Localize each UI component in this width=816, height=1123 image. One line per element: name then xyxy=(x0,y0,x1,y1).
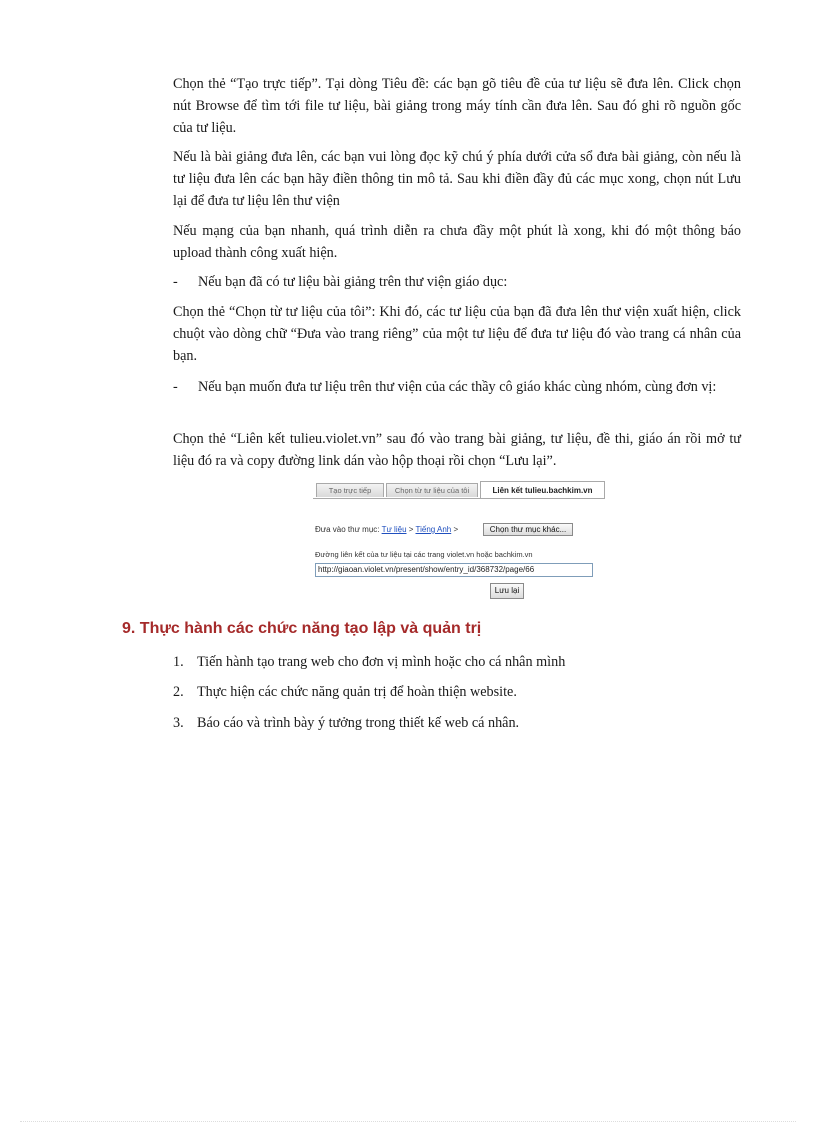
bullet-text: Nếu bạn muốn đưa tư liệu trên thư viện của các thầy cô giáo khác cùng nhóm, cùng đơn vị: xyxy=(198,379,717,395)
list-text: Tiến hành tạo trang web cho đơn vị mình hoặc cho cá nhân mình xyxy=(197,654,566,670)
breadcrumb-separator: > xyxy=(453,525,459,534)
bullet-dash: - xyxy=(173,274,178,290)
paragraph-link-tab: Chọn thẻ “Liên kết tulieu.violet.vn” sau đó vào trang bài giảng, tư liệu, đề thi, giáo án rồi mở tư liệu đó ra và copy đường link dán vào hộp thoại rồi chọn “Lưu lại”. xyxy=(173,431,741,469)
folder-link-tulieu[interactable]: Tư liệu xyxy=(381,525,407,534)
section-heading: 9. Thực hành các chức năng tạo lập và quản trị xyxy=(122,620,482,637)
folder-breadcrumb xyxy=(315,525,458,534)
tab-bar xyxy=(313,481,605,499)
folder-label: Đưa vào thư mục: xyxy=(315,525,380,534)
list-item xyxy=(173,651,565,673)
paragraph-upload-speed: Nếu mạng của bạn nhanh, quá trình diễn ra chưa đầy một phút là xong, khi đó một thông báo upload thành công xuất hiện. xyxy=(173,223,741,261)
list-text: Báo cáo và trình bày ý tưởng trong thiết kế web cá nhân. xyxy=(197,715,520,731)
list-number: 3. xyxy=(173,715,184,731)
list-text: Thực hiện các chức năng quản trị để hoàn thiện website. xyxy=(197,684,517,700)
list-item xyxy=(173,681,517,703)
breadcrumb-separator: > xyxy=(408,525,414,534)
embedded-screenshot xyxy=(311,478,607,606)
bullet-text: Nếu bạn đã có tư liệu bài giảng trên thư viện giáo dục: xyxy=(198,274,508,290)
bullet-other-teachers xyxy=(173,376,741,398)
save-button[interactable]: Lưu lại xyxy=(490,583,524,599)
paragraph-create-direct: Chọn thẻ “Tạo trực tiếp”. Tại dòng Tiêu đề: các bạn gõ tiêu đề của tư liệu sẽ đưa lên. Click chọn nút Browse để tìm tới file tư liệu, bài giảng trong máy tính cần đưa lên. Sau đó ghi rõ nguồn gốc của tư liệu. xyxy=(173,76,741,136)
tab-link-material[interactable]: Liên kết tulieu.bachkim.vn xyxy=(480,481,605,498)
bullet-dash: - xyxy=(173,379,178,395)
tab-create-direct[interactable]: Tạo trực tiếp xyxy=(316,483,384,497)
paragraph-choose-my-material: Chọn thẻ “Chọn từ tư liệu của tôi”: Khi đó, các tư liệu của bạn đã đưa lên thư viện xuất hiện, click chuột vào dòng chữ “Đưa vào trang riêng” của một tư liệu để đưa tư liệu đó vào trang cá nhân của bạn. xyxy=(173,304,741,364)
paragraph-lecture-note: Nếu là bài giảng đưa lên, các bạn vui lòng đọc kỹ chú ý phía dưới cửa sổ đưa bài giảng, còn nếu là tư liệu đưa lên các bạn hãy điền thông tin mô tả. Sau khi điền đầy đủ các mục xong, chọn nút Lưu lại để đưa tư liệu lên thư viện xyxy=(173,149,741,209)
folder-link-tieng-anh[interactable]: Tiếng Anh xyxy=(415,525,452,534)
list-number: 2. xyxy=(173,684,184,700)
tab-choose-my-material[interactable]: Chọn từ tư liệu của tôi xyxy=(386,483,478,497)
url-label: Đường liên kết của tư liệu tại các trang violet.vn hoặc bachkim.vn xyxy=(315,550,533,559)
bullet-existing-material xyxy=(173,271,741,293)
page-footer-rule xyxy=(20,1121,796,1122)
list-number: 1. xyxy=(173,654,184,670)
list-item xyxy=(173,712,519,734)
url-input[interactable]: http://giaoan.violet.vn/present/show/entry_id/368732/page/66 xyxy=(315,563,593,577)
choose-folder-button[interactable]: Chọn thư mục khác... xyxy=(483,523,573,536)
